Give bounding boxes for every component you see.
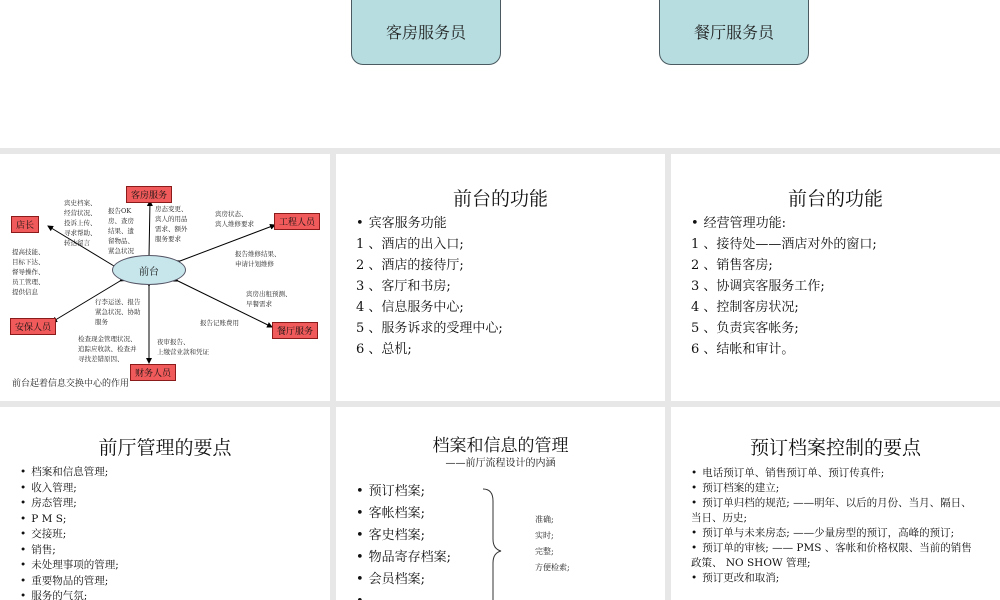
diagram-footer-note: 前台起着信息交换中心的作用 — [12, 379, 130, 389]
slide-front-desk-functions-service[interactable] — [336, 154, 665, 401]
list-item: • 销售; — [20, 543, 119, 559]
note-night-audit: 夜审报告、 上缴营业款和凭证 — [157, 338, 209, 356]
records-list — [356, 481, 451, 600]
node-restaurant: 餐厅服务 — [272, 322, 318, 339]
function-list — [356, 213, 503, 360]
attribute-complete: 完整; — [535, 547, 554, 556]
node-security: 安保人员 — [10, 318, 56, 335]
list-item: • 交接班; — [20, 527, 119, 543]
front-desk-label: 前台 — [139, 266, 159, 278]
slide-title: 前台的功能 — [787, 188, 883, 210]
list-item: • 服务的气氛; — [20, 589, 119, 600]
list-item: • 档案和信息管理; — [20, 465, 119, 481]
node-finance: 财务人员 — [130, 364, 176, 381]
list-item: • 预订更改和取消; — [691, 571, 981, 586]
slide-front-desk-functions-management[interactable] — [671, 154, 1000, 401]
list-item: 1 、接待处——酒店对外的窗口; — [691, 237, 877, 252]
list-item: 4 、控制客房状况; — [691, 300, 799, 315]
node-manager: 店长 — [11, 216, 39, 233]
note-room-status: 宾房状态、 宾人维修要求 — [215, 210, 254, 228]
list-item: • 会员档案; — [356, 569, 451, 591]
list-item: • 宾客服务功能 — [356, 213, 503, 234]
list-item: • 预订档案; — [356, 481, 451, 503]
list-item: 6 、总机; — [356, 342, 412, 357]
list-item: • 物品寄存档案; — [356, 547, 451, 569]
note-security-duties: 行李运送、报告 紧急状况、协助 服务 — [95, 298, 141, 326]
list-item: 2 、酒店的接待厅; — [356, 258, 464, 273]
brace-icon — [479, 487, 509, 600]
list-item: • P M S; — [20, 512, 119, 528]
note-room-status-change: 房态变更、 宾人的用品 需求、额外 服务要求 — [155, 205, 188, 243]
list-item: • 重要物品的管理; — [20, 574, 119, 590]
list-item: 6 、结帐和审计。 — [691, 342, 795, 357]
slide-title: 前台的功能 — [452, 188, 548, 210]
key-points-list — [20, 465, 119, 600]
note-finance-check: 检查现金管理状况、 追踪应收款、检查并 寻找差错原因、 — [78, 335, 137, 363]
list-item: • 预订单与未来房态; ——少量房型的预订，高峰的预订; — [691, 526, 981, 541]
list-item: • 客史档案; — [356, 525, 451, 547]
restaurant-attendant-label: 餐厅服务员 — [693, 23, 774, 42]
list-item: 3 、协调宾客服务工作; — [691, 279, 825, 294]
list-item: • 预订单归档的规范; ——明年、以后的月份、当月、隔日、当日、历史; — [691, 496, 981, 526]
node-engineering: 工程人员 — [274, 213, 320, 230]
housekeeping-attendant-label: 客房服务员 — [385, 23, 466, 42]
node-housekeeping: 客房服务 — [126, 186, 172, 203]
attribute-searchable: 方便检索; — [535, 563, 570, 572]
list-item: 5 、负责宾客帐务; — [691, 321, 799, 336]
list-item: • 经营管理功能: — [691, 213, 877, 234]
node-front-desk — [112, 255, 186, 285]
slide-title: 前厅管理的要点 — [98, 437, 232, 459]
slide-subtitle: ——前厅流程设计的内涵 — [445, 458, 556, 469]
note-repair-report: 报告维修结果、 申请计划维修 — [235, 250, 281, 268]
reservation-points-list — [691, 466, 981, 586]
slide-front-office-key-points[interactable] — [0, 407, 330, 600]
list-item: 2 、销售客房; — [691, 258, 773, 273]
list-item: 3 、客厅和书房; — [356, 279, 451, 294]
slide-title: 预订档案控制的要点 — [749, 437, 921, 459]
slide-title: 档案和信息的管理 — [432, 436, 569, 456]
list-item: 1 、酒店的出入口; — [356, 237, 464, 252]
brace-attributes — [535, 512, 570, 576]
arrow-housekeeping — [149, 201, 150, 257]
attribute-realtime: 实时; — [535, 531, 554, 540]
list-item: • 客帐档案; — [356, 503, 451, 525]
list-item: • 房态管理; — [20, 496, 119, 512]
note-restaurant-forecast: 宾房出租预测、 早餐需求 — [246, 290, 292, 308]
note-manager-duties: 提高技能、 目标下达、 督导操作、 员工管理、 提供信息 — [12, 248, 45, 296]
note-housekeeping-report: 报告OK 房、查房 结果、遗 留物品、 紧急状况 — [108, 207, 134, 255]
list-item: • 电话预订单、销售预订单、预订传真件; — [691, 466, 981, 481]
slide-records-information-management[interactable] — [336, 407, 665, 600]
list-item: • 未处理事项的管理; — [20, 558, 119, 574]
list-item: • 预订档案的建立; — [691, 481, 981, 496]
list-item: • 收入管理; — [20, 481, 119, 497]
slide-reservation-records-control[interactable] — [671, 407, 1000, 600]
function-list — [691, 213, 877, 360]
list-item: • 预订单的审核; —— PMS 、客帐和价格权限、当前的销售政策、 NO SHOW 管理; — [691, 541, 981, 571]
note-billing-report: 报告记账费用 — [200, 319, 239, 327]
list-item — [356, 591, 451, 600]
note-manager-to-desk: 宾史档案、 经营状况、 投诉上传、 寻求帮助、 转达留言 — [64, 199, 97, 247]
list-item: 4 、信息服务中心; — [356, 300, 464, 315]
list-item: 5 、服务诉求的受理中心; — [356, 321, 503, 336]
attribute-accurate: 准确; — [535, 515, 554, 524]
